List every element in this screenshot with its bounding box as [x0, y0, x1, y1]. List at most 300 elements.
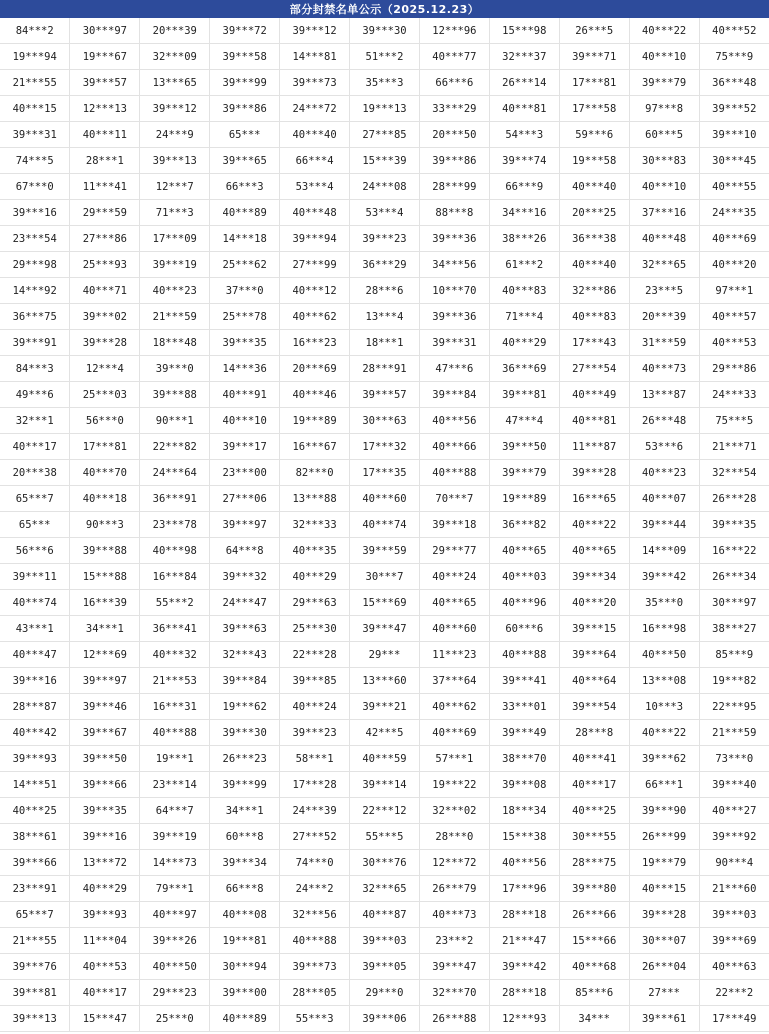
table-row — [0, 616, 769, 642]
table-cell: 66***1 — [629, 772, 699, 798]
table-cell: 21***47 — [489, 928, 559, 954]
table-row — [0, 720, 769, 746]
table-cell: 39***71 — [559, 44, 629, 70]
table-cell: 26***14 — [489, 70, 559, 96]
table-cell: 40***50 — [629, 642, 699, 668]
table-cell: 39***90 — [629, 798, 699, 824]
table-cell: 30***83 — [629, 148, 699, 174]
table-cell: 34***16 — [489, 200, 559, 226]
table-cell: 39***28 — [559, 460, 629, 486]
table-cell: 40***10 — [629, 44, 699, 70]
table-cell: 13***08 — [629, 668, 699, 694]
table-cell: 40***29 — [70, 876, 140, 902]
table-cell: 12***96 — [419, 18, 489, 44]
table-cell: 29*** — [350, 642, 420, 668]
table-cell: 40***17 — [0, 434, 70, 460]
table-cell: 39***08 — [489, 772, 559, 798]
table-cell: 40***42 — [0, 720, 70, 746]
table-cell: 15***88 — [70, 564, 140, 590]
table-cell: 39***61 — [629, 1006, 699, 1032]
table-cell: 39***63 — [210, 616, 280, 642]
table-cell: 15***38 — [489, 824, 559, 850]
table-cell: 40***88 — [280, 928, 350, 954]
table-row — [0, 174, 769, 200]
table-cell: 17***09 — [140, 226, 210, 252]
table-cell: 39***31 — [0, 122, 70, 148]
table-cell: 25***03 — [70, 382, 140, 408]
table-cell: 90***1 — [140, 408, 210, 434]
table-cell: 66***3 — [210, 174, 280, 200]
table-cell: 60***5 — [629, 122, 699, 148]
table-cell: 65***7 — [0, 486, 70, 512]
table-cell: 39***72 — [210, 18, 280, 44]
table-cell: 19***89 — [280, 408, 350, 434]
table-cell: 21***59 — [699, 720, 769, 746]
table-cell: 40***22 — [629, 720, 699, 746]
table-cell: 39***97 — [70, 668, 140, 694]
table-cell: 18***1 — [350, 330, 420, 356]
table-cell: 40***29 — [489, 330, 559, 356]
table-cell: 70***7 — [419, 486, 489, 512]
table-cell: 20***69 — [280, 356, 350, 382]
table-cell: 39***16 — [70, 824, 140, 850]
table-cell: 28***99 — [419, 174, 489, 200]
table-row — [0, 96, 769, 122]
table-cell: 29***0 — [350, 980, 420, 1006]
table-cell: 40***83 — [489, 278, 559, 304]
table-cell: 40***65 — [559, 538, 629, 564]
table-cell: 26***5 — [559, 18, 629, 44]
table-cell: 30***45 — [699, 148, 769, 174]
table-cell: 27***86 — [70, 226, 140, 252]
table-cell: 39***50 — [70, 746, 140, 772]
table-cell: 17***96 — [489, 876, 559, 902]
table-cell: 38***70 — [489, 746, 559, 772]
table-cell: 27***54 — [559, 356, 629, 382]
table-cell: 40***73 — [629, 356, 699, 382]
table-cell: 32***33 — [280, 512, 350, 538]
table-cell: 40***17 — [559, 772, 629, 798]
table-cell: 39***86 — [419, 148, 489, 174]
table-cell: 39***66 — [70, 772, 140, 798]
table-cell: 19***22 — [419, 772, 489, 798]
table-cell: 19***94 — [0, 44, 70, 70]
table-row — [0, 434, 769, 460]
table-cell: 55***2 — [140, 590, 210, 616]
table-cell: 19***81 — [210, 928, 280, 954]
table-cell: 61***2 — [489, 252, 559, 278]
table-cell: 16***31 — [140, 694, 210, 720]
table-cell: 39***41 — [489, 668, 559, 694]
table-cell: 14***81 — [280, 44, 350, 70]
table-cell: 65*** — [0, 512, 70, 538]
table-cell: 32***65 — [629, 252, 699, 278]
table-cell: 14***36 — [210, 356, 280, 382]
table-cell: 66***9 — [489, 174, 559, 200]
table-cell: 14***51 — [0, 772, 70, 798]
table-cell: 16***65 — [559, 486, 629, 512]
table-cell: 39***03 — [699, 902, 769, 928]
table-cell: 40***83 — [559, 304, 629, 330]
table-cell: 39***57 — [70, 70, 140, 96]
table-row — [0, 772, 769, 798]
table-cell: 37***16 — [629, 200, 699, 226]
table-cell: 39***13 — [0, 1006, 70, 1032]
table-cell: 13***60 — [350, 668, 420, 694]
table-cell: 40***22 — [629, 18, 699, 44]
table-cell: 65*** — [210, 122, 280, 148]
table-cell: 20***39 — [140, 18, 210, 44]
table-cell: 15***98 — [489, 18, 559, 44]
table-cell: 39***64 — [559, 642, 629, 668]
table-cell: 40***22 — [559, 512, 629, 538]
table-cell: 49***6 — [0, 382, 70, 408]
table-cell: 30***7 — [350, 564, 420, 590]
table-cell: 40***68 — [559, 954, 629, 980]
table-cell: 39***42 — [489, 954, 559, 980]
table-cell: 39***35 — [699, 512, 769, 538]
table-cell: 22***82 — [140, 434, 210, 460]
table-cell: 40***91 — [210, 382, 280, 408]
table-cell: 97***8 — [629, 96, 699, 122]
table-cell: 15***69 — [350, 590, 420, 616]
table-cell: 28***87 — [0, 694, 70, 720]
table-cell: 30***07 — [629, 928, 699, 954]
table-cell: 26***79 — [419, 876, 489, 902]
table-cell: 19***1 — [140, 746, 210, 772]
table-cell: 16***23 — [280, 330, 350, 356]
table-cell: 11***87 — [559, 434, 629, 460]
table-cell: 39***05 — [350, 954, 420, 980]
table-cell: 19***62 — [210, 694, 280, 720]
table-cell: 27***06 — [210, 486, 280, 512]
table-cell: 14***09 — [629, 538, 699, 564]
table-cell: 40***48 — [280, 200, 350, 226]
table-cell: 47***6 — [419, 356, 489, 382]
table-cell: 40***69 — [419, 720, 489, 746]
table-cell: 39***67 — [70, 720, 140, 746]
table-cell: 39***35 — [70, 798, 140, 824]
table-cell: 66***8 — [210, 876, 280, 902]
table-cell: 42***5 — [350, 720, 420, 746]
table-cell: 40***66 — [419, 434, 489, 460]
table-cell: 40***12 — [280, 278, 350, 304]
table-cell: 39***02 — [70, 304, 140, 330]
table-cell: 23***91 — [0, 876, 70, 902]
table-cell: 85***9 — [699, 642, 769, 668]
table-cell: 36***48 — [699, 70, 769, 96]
table-cell: 39***34 — [210, 850, 280, 876]
table-cell: 40***40 — [559, 174, 629, 200]
table-cell: 40***53 — [699, 330, 769, 356]
table-cell: 24***72 — [280, 96, 350, 122]
table-row — [0, 382, 769, 408]
table-cell: 19***13 — [350, 96, 420, 122]
table-cell: 21***59 — [140, 304, 210, 330]
table-row — [0, 1006, 769, 1032]
table-cell: 40***24 — [419, 564, 489, 590]
table-cell: 40***65 — [419, 590, 489, 616]
table-cell: 39***84 — [210, 668, 280, 694]
table-cell: 20***25 — [559, 200, 629, 226]
table-cell: 40***57 — [699, 304, 769, 330]
table-cell: 56***0 — [70, 408, 140, 434]
table-cell: 40***10 — [629, 174, 699, 200]
table-cell: 16***67 — [280, 434, 350, 460]
table-cell: 39***99 — [210, 70, 280, 96]
table-cell: 40***20 — [559, 590, 629, 616]
table-row — [0, 304, 769, 330]
table-cell: 39***31 — [419, 330, 489, 356]
table-cell: 39***40 — [699, 772, 769, 798]
table-cell: 23***14 — [140, 772, 210, 798]
table-cell: 59***6 — [559, 122, 629, 148]
table-cell: 30***55 — [559, 824, 629, 850]
table-cell: 38***61 — [0, 824, 70, 850]
table-cell: 71***3 — [140, 200, 210, 226]
table-cell: 39***30 — [210, 720, 280, 746]
table-cell: 32***43 — [210, 642, 280, 668]
table-cell: 36***91 — [140, 486, 210, 512]
table-cell: 28***05 — [280, 980, 350, 1006]
table-row — [0, 850, 769, 876]
page-title: 部分封禁名单公示（2025.12.23） — [0, 0, 769, 18]
table-cell: 15***39 — [350, 148, 420, 174]
table-cell: 14***18 — [210, 226, 280, 252]
table-cell: 40***62 — [280, 304, 350, 330]
table-cell: 39***16 — [0, 668, 70, 694]
table-cell: 39***12 — [140, 96, 210, 122]
table-cell: 19***67 — [70, 44, 140, 70]
table-cell: 13***65 — [140, 70, 210, 96]
table-cell: 13***4 — [350, 304, 420, 330]
table-cell: 15***66 — [559, 928, 629, 954]
table-cell: 39***88 — [140, 382, 210, 408]
table-cell: 23***54 — [0, 226, 70, 252]
table-cell: 30***63 — [350, 408, 420, 434]
table-cell: 39***62 — [629, 746, 699, 772]
table-cell: 66***6 — [419, 70, 489, 96]
table-cell: 14***73 — [140, 850, 210, 876]
table-cell: 21***53 — [140, 668, 210, 694]
table-cell: 39***23 — [350, 226, 420, 252]
table-cell: 34***1 — [210, 798, 280, 824]
table-cell: 22***28 — [280, 642, 350, 668]
table-row — [0, 538, 769, 564]
table-row — [0, 642, 769, 668]
table-cell: 16***98 — [629, 616, 699, 642]
table-cell: 40***97 — [140, 902, 210, 928]
table-cell: 39***12 — [280, 18, 350, 44]
table-cell: 39***57 — [350, 382, 420, 408]
table-cell: 40***03 — [489, 564, 559, 590]
table-cell: 40***59 — [350, 746, 420, 772]
table-cell: 11***41 — [70, 174, 140, 200]
table-cell: 39***32 — [210, 564, 280, 590]
table-cell: 20***38 — [0, 460, 70, 486]
table-row — [0, 122, 769, 148]
table-cell: 30***97 — [699, 590, 769, 616]
table-cell: 39***88 — [70, 538, 140, 564]
table-cell: 34***56 — [419, 252, 489, 278]
table-cell: 32***70 — [419, 980, 489, 1006]
table-cell: 26***04 — [629, 954, 699, 980]
table-cell: 29***98 — [0, 252, 70, 278]
table-cell: 39***93 — [70, 902, 140, 928]
table-cell: 23***5 — [629, 278, 699, 304]
table-cell: 29***77 — [419, 538, 489, 564]
table-cell: 23***78 — [140, 512, 210, 538]
table-cell: 40***70 — [70, 460, 140, 486]
table-cell: 28***75 — [559, 850, 629, 876]
table-cell: 32***09 — [140, 44, 210, 70]
table-cell: 35***3 — [350, 70, 420, 96]
table-cell: 23***2 — [419, 928, 489, 954]
table-row — [0, 44, 769, 70]
table-row — [0, 746, 769, 772]
table-cell: 40***07 — [629, 486, 699, 512]
table-cell: 24***39 — [280, 798, 350, 824]
table-cell: 39***34 — [559, 564, 629, 590]
table-cell: 30***97 — [70, 18, 140, 44]
table-cell: 39***74 — [489, 148, 559, 174]
table-cell: 39***28 — [70, 330, 140, 356]
table-cell: 40***11 — [70, 122, 140, 148]
table-cell: 20***50 — [419, 122, 489, 148]
table-cell: 32***65 — [350, 876, 420, 902]
table-cell: 10***3 — [629, 694, 699, 720]
table-cell: 39***47 — [350, 616, 420, 642]
table-cell: 39***54 — [559, 694, 629, 720]
table-cell: 39***42 — [629, 564, 699, 590]
table-cell: 40***98 — [140, 538, 210, 564]
table-cell: 40***74 — [350, 512, 420, 538]
table-cell: 66***4 — [280, 148, 350, 174]
table-cell: 74***5 — [0, 148, 70, 174]
table-cell: 36***75 — [0, 304, 70, 330]
table-row — [0, 226, 769, 252]
table-cell: 24***08 — [350, 174, 420, 200]
table-cell: 26***28 — [699, 486, 769, 512]
table-cell: 40***88 — [419, 460, 489, 486]
table-cell: 40***49 — [559, 382, 629, 408]
table-row — [0, 798, 769, 824]
table-cell: 40***48 — [629, 226, 699, 252]
table-cell: 64***8 — [210, 538, 280, 564]
table-cell: 39***81 — [489, 382, 559, 408]
table-cell: 55***3 — [280, 1006, 350, 1032]
table-cell: 25***93 — [70, 252, 140, 278]
table-cell: 35***0 — [629, 590, 699, 616]
table-cell: 32***37 — [489, 44, 559, 70]
table-cell: 39***76 — [0, 954, 70, 980]
table-cell: 71***4 — [489, 304, 559, 330]
table-cell: 54***3 — [489, 122, 559, 148]
table-cell: 39***16 — [0, 200, 70, 226]
table-cell: 39***81 — [0, 980, 70, 1006]
table-cell: 32***86 — [559, 278, 629, 304]
table-cell: 40***60 — [350, 486, 420, 512]
table-cell: 40***40 — [280, 122, 350, 148]
table-cell: 12***72 — [419, 850, 489, 876]
table-row — [0, 876, 769, 902]
table-cell: 25***62 — [210, 252, 280, 278]
table-cell: 24***35 — [699, 200, 769, 226]
table-cell: 32***1 — [0, 408, 70, 434]
table-cell: 30***76 — [350, 850, 420, 876]
table-cell: 12***7 — [140, 174, 210, 200]
table-cell: 39***84 — [419, 382, 489, 408]
table-cell: 26***34 — [699, 564, 769, 590]
table-cell: 16***39 — [70, 590, 140, 616]
table-cell: 39***00 — [210, 980, 280, 1006]
table-cell: 39***0 — [140, 356, 210, 382]
table-cell: 39***65 — [210, 148, 280, 174]
table-cell: 27***52 — [280, 824, 350, 850]
table-row — [0, 564, 769, 590]
table-cell: 39***73 — [280, 70, 350, 96]
table-cell: 39***92 — [699, 824, 769, 850]
table-cell: 88***8 — [419, 200, 489, 226]
table-cell: 17***43 — [559, 330, 629, 356]
table-cell: 39***46 — [70, 694, 140, 720]
table-cell: 28***18 — [489, 902, 559, 928]
table-cell: 40***88 — [489, 642, 559, 668]
table-cell: 39***85 — [280, 668, 350, 694]
table-cell: 40***89 — [210, 200, 280, 226]
table-cell: 39***03 — [350, 928, 420, 954]
table-cell: 40***87 — [350, 902, 420, 928]
table-cell: 24***33 — [699, 382, 769, 408]
table-cell: 40***69 — [699, 226, 769, 252]
table-cell: 39***15 — [559, 616, 629, 642]
table-cell: 40***40 — [559, 252, 629, 278]
table-row — [0, 694, 769, 720]
table-cell: 40***18 — [70, 486, 140, 512]
table-cell: 23***00 — [210, 460, 280, 486]
table-row — [0, 980, 769, 1006]
table-cell: 60***6 — [489, 616, 559, 642]
table-cell: 84***2 — [0, 18, 70, 44]
table-cell: 33***01 — [489, 694, 559, 720]
table-row — [0, 902, 769, 928]
table-cell: 36***38 — [559, 226, 629, 252]
table-cell: 32***56 — [280, 902, 350, 928]
ban-list-body — [0, 18, 769, 1032]
table-cell: 19***58 — [559, 148, 629, 174]
table-cell: 22***2 — [699, 980, 769, 1006]
table-row — [0, 460, 769, 486]
table-cell: 40***56 — [489, 850, 559, 876]
table-cell: 39***36 — [419, 304, 489, 330]
table-cell: 39***73 — [280, 954, 350, 980]
table-cell: 40***23 — [140, 278, 210, 304]
table-cell: 56***6 — [0, 538, 70, 564]
table-cell: 39***36 — [419, 226, 489, 252]
table-cell: 39***49 — [489, 720, 559, 746]
table-row — [0, 70, 769, 96]
table-cell: 24***2 — [280, 876, 350, 902]
table-cell: 39***21 — [350, 694, 420, 720]
table-cell: 40***15 — [629, 876, 699, 902]
table-cell: 40***46 — [280, 382, 350, 408]
table-cell: 40***71 — [70, 278, 140, 304]
table-cell: 33***29 — [419, 96, 489, 122]
table-cell: 34*** — [559, 1006, 629, 1032]
table-cell: 25***30 — [280, 616, 350, 642]
table-cell: 82***0 — [280, 460, 350, 486]
table-row — [0, 408, 769, 434]
